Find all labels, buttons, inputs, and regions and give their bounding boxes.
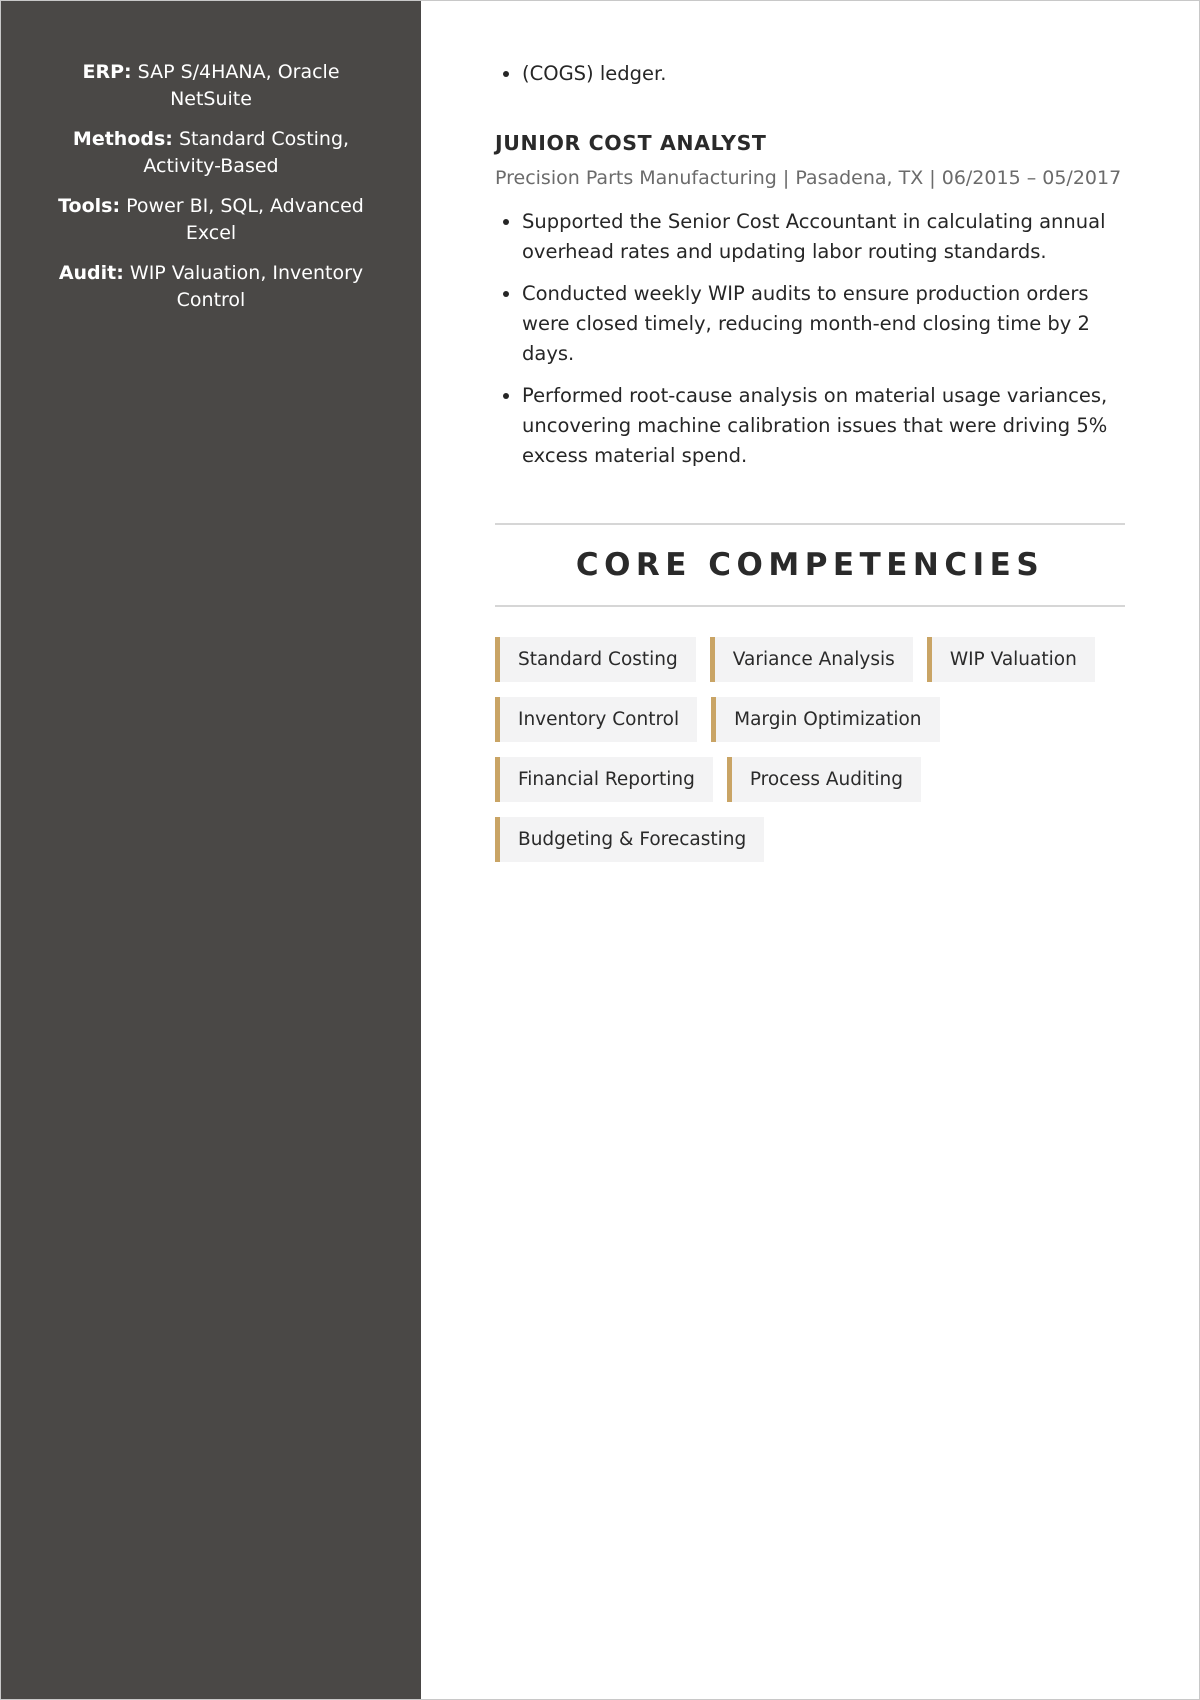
competency-chip: Variance Analysis (710, 637, 913, 682)
competency-chip: Process Auditing (727, 757, 921, 802)
skill-value: Standard Costing, Activity-Based (143, 128, 350, 177)
competency-chip: Inventory Control (495, 697, 697, 742)
skill-value: Power BI, SQL, Advanced Excel (126, 195, 364, 244)
skill-methods (45, 126, 377, 180)
competency-chips (495, 637, 1125, 862)
competency-chip: Standard Costing (495, 637, 696, 682)
skill-audit (45, 260, 377, 314)
skill-tools (45, 193, 377, 247)
competency-chip: Margin Optimization (711, 697, 939, 742)
skill-key: Methods: (72, 128, 173, 150)
continued-bullets (495, 59, 1125, 89)
skill-value: SAP S/4HANA, Oracle NetSuite (137, 61, 340, 110)
divider (495, 605, 1125, 607)
skill-key: Tools: (58, 195, 121, 217)
bullet-item: • (COGS) ledger. (522, 59, 1125, 89)
skill-key: ERP: (82, 61, 132, 83)
job-bullets (495, 207, 1125, 471)
job-title: JUNIOR COST ANALYST (495, 131, 767, 155)
skill-key: Audit: (58, 262, 124, 284)
competency-chip: Budgeting & Forecasting (495, 817, 764, 862)
competency-chip: WIP Valuation (927, 637, 1095, 682)
bullet-item: • Performed root-cause analysis on material usage variances, uncovering machine calibration issues that were driving 5% excess material spend. (522, 381, 1125, 471)
competency-chip: Financial Reporting (495, 757, 713, 802)
sidebar (1, 1, 421, 1699)
main-content (421, 1, 1199, 1699)
job-meta: Precision Parts Manufacturing | Pasadena, TX | 06/2015 – 05/2017 (495, 167, 1122, 189)
competencies-header (495, 523, 1125, 607)
bullet-item: • Conducted weekly WIP audits to ensure production orders were closed timely, reducing month-end closing time by 2 days. (522, 279, 1125, 369)
section-title: CORE COMPETENCIES (575, 547, 1045, 583)
skill-erp (45, 59, 377, 113)
bullet-item: • Supported the Senior Cost Accountant in calculating annual overhead rates and updating labor routing standards. (522, 207, 1125, 267)
skill-value: WIP Valuation, Inventory Control (129, 262, 364, 311)
